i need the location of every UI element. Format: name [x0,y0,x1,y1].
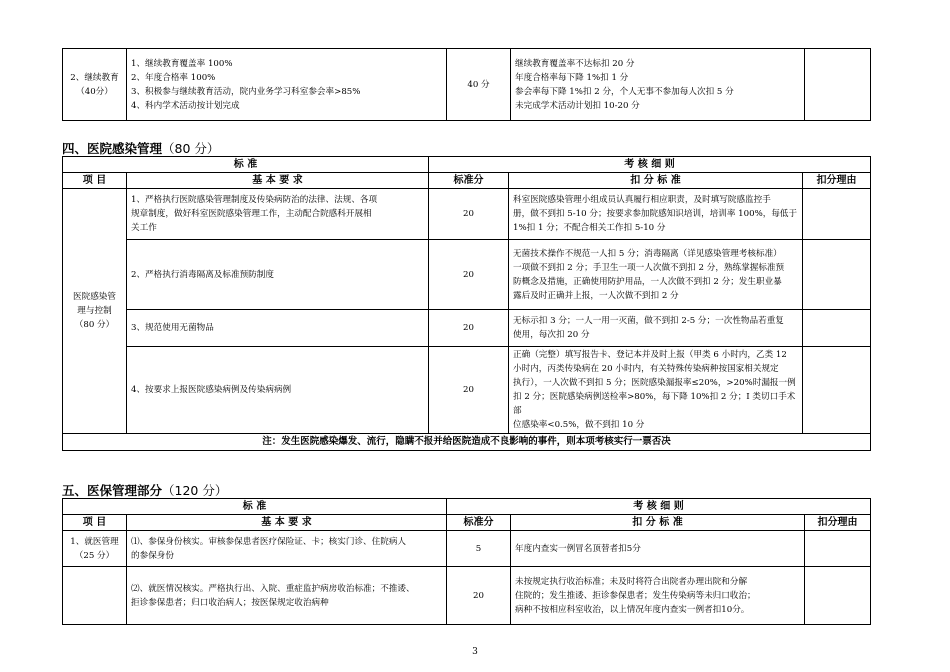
group-label-empty [63,567,127,625]
veto-note: 注：发生医院感染爆发、流行，隐瞒不报并给医院造成不良影响的事件，则本项考核实行一票否决 [63,434,871,451]
section5-title: 五、医保管理部分（120 分） [62,483,228,498]
basic-header: 基 本 要 求 [127,173,429,189]
deduct-cell: 正确（完整）填写报告卡、登记本并及时上报（甲类 6 小时内，乙类 12 小时内，丙类传染病在 20 小时内，有关特殊传染病种按国家相关规定 执行），一人次做不到扣 5 分；医院感染漏报率≤20%，>20%时漏报一例 扣 2 分；医院感染病例送检率>80%，每下降 10%扣 2 分；I 类切口手术部 位感染率<0.5%，做不到扣 10 分 [509,347,803,434]
detail-header: 考 核 细 则 [429,157,871,173]
table-row [63,240,871,310]
item-cell: 2、继续教育 （40分） [63,49,127,121]
score-cell: 20 [447,567,511,625]
deduct-header: 扣 分 标 准 [509,173,803,189]
infection-control-table [62,156,871,451]
deduct-cell: 无标示扣 3 分；一人一用一灭菌，做不到扣 2-5 分；一次性物品若重复 使用，每次扣 20 分 [509,310,803,347]
group-label: 医院感染管 理与控制 （80 分） [63,189,127,434]
deduct-header: 扣 分 标 准 [511,515,805,531]
group-label: 1、就医管理 （25 分） [63,531,127,567]
detail-header: 考 核 细 则 [447,499,871,515]
continuing-education-table [62,48,871,121]
reason-cell [803,310,871,347]
score-cell: 20 [429,240,509,310]
reason-cell [805,49,871,121]
item-header: 项 目 [63,173,127,189]
standard-header: 标 准 [63,157,429,173]
item-header: 项 目 [63,515,127,531]
reason-cell [803,347,871,434]
deductions-cell: 继续教育覆盖率不达标扣 20 分 年度合格率每下降 1%扣 1 分 参会率每下降 1%扣 2 分，个人无事不参加每人次扣 5 分 未完成学术活动计划扣 10-20 分 [511,49,805,121]
standard-header: 标 准 [63,499,447,515]
requirement-cell: ⑵、就医情况核实。严格执行出、入院、重症监护病房收治标准；不推诿、 拒诊参保患者；归口收治病人；按医保规定收治病种 [127,567,447,625]
reason-cell [805,531,871,567]
table-row [63,531,871,567]
insurance-management-table [62,498,871,625]
table-row [63,189,871,240]
reason-header: 扣分理由 [805,515,871,531]
score-cell: 20 [429,347,509,434]
score-cell: 40 分 [447,49,511,121]
score-header: 标准分 [429,173,509,189]
section4-title: 四、医院感染管理（80 分） [62,141,220,156]
requirement-cell: ⑴、参保身份核实。审核参保患者医疗保险证、卡；核实门诊、住院病人 的参保身份 [127,531,447,567]
requirement-cell: 4、按要求上报医院感染病例及传染病病例 [127,347,429,434]
page-number: 3 [472,647,478,657]
table-row [63,567,871,625]
score-header: 标准分 [447,515,511,531]
score-cell: 20 [429,310,509,347]
reason-cell [803,189,871,240]
score-cell: 20 [429,189,509,240]
deduct-cell: 无菌技术操作不规范一人扣 5 分；消毒隔离（详见感染管理考核标准） 一项做不到扣 2 分；手卫生一项一人次做不到扣 2 分，熟练掌握标准预 防概念及措施，正确使用防护用品，一人次做不到扣 2 分；发生职业暴 露后及时正确并上报，一人次做不到扣 2 分 [509,240,803,310]
deduct-cell: 科室医院感染管理小组成员认真履行相应职责，及时填写院感监控手 册，做不到扣 5-10 分；按要求参加院感知识培训，培训率 100%，每低于 1%扣 1 分；不配合相关工作扣 5-10 分 [509,189,803,240]
requirement-cell: 3、规范使用无菌物品 [127,310,429,347]
table-row [63,347,871,434]
requirement-cell: 2、严格执行消毒隔离及标准预防制度 [127,240,429,310]
table-row [63,310,871,347]
reason-header: 扣分理由 [803,173,871,189]
deduct-cell: 未按规定执行收治标准；未及时将符合出院者办理出院和分解 住院的；发生推诿、拒诊参保患者；发生传染病等未归口收治； 病种不按相应科室收治，以上情况年度内查实一例者扣10分。 [511,567,805,625]
deduct-cell: 年度内查实一例冒名顶替者扣5分 [511,531,805,567]
reason-cell [803,240,871,310]
score-cell: 5 [447,531,511,567]
requirement-cell: 1、严格执行医院感染管理制度及传染病防治的法律、法规、各项 规章制度，做好科室医院感染管理工作，主动配合院感科开展相 关工作 [127,189,429,240]
requirements-cell: 1、继续教育覆盖率 100% 2、年度合格率 100% 3、积极参与继续教育活动，院内业务学习科室参会率>85% 4、科内学术活动按计划完成 [127,49,447,121]
reason-cell [805,567,871,625]
basic-header: 基 本 要 求 [127,515,447,531]
